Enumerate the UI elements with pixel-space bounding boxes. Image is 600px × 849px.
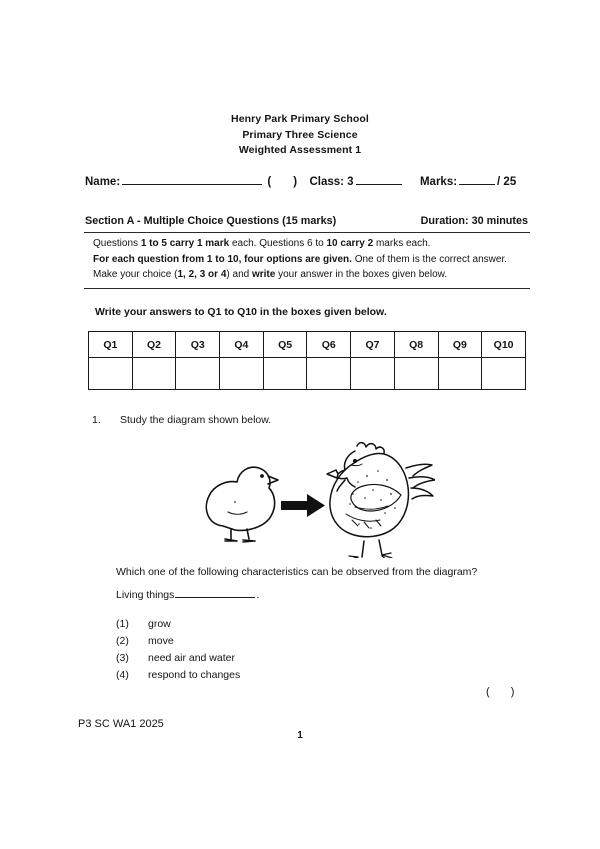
- marks-total: / 25: [497, 176, 517, 188]
- footer-page-number: 1: [297, 730, 303, 741]
- question-1-diagram: [195, 428, 435, 558]
- section-rule-top: [84, 232, 530, 233]
- instruction-line-1: Questions 1 to 5 carry 1 mark each. Questions 6 to 10 carry 2 marks each.: [93, 238, 431, 249]
- answer-entry-cell[interactable]: [132, 358, 176, 390]
- answer-table-caption: Write your answers to Q1 to Q10 in the boxes given below.: [95, 306, 387, 318]
- candidate-details-line: [85, 173, 535, 188]
- answer-entry-cell[interactable]: [351, 358, 395, 390]
- option-2[interactable]: [116, 633, 416, 650]
- section-title: Section A - Multiple Choice Questions (15 marks): [85, 215, 337, 227]
- question-1-number: 1.: [92, 414, 101, 426]
- option-1-text: grow: [148, 618, 171, 630]
- level-subject: Primary Three Science: [242, 128, 358, 141]
- answer-table: [88, 331, 526, 390]
- answer-header-cell: Q1: [89, 332, 133, 358]
- option-3[interactable]: [116, 650, 416, 667]
- answer-entry-cell[interactable]: [176, 358, 220, 390]
- question-1-prompt: Which one of the following characteristics can be observed from the diagram?: [116, 566, 478, 578]
- section-instructions: [93, 236, 523, 283]
- answer-table-header-row: [89, 332, 526, 358]
- answer-entry-cell[interactable]: [482, 358, 526, 390]
- section-heading-row: [85, 215, 528, 227]
- answer-header-cell: Q4: [220, 332, 264, 358]
- option-4-number: (4): [116, 669, 129, 681]
- option-1-number: (1): [116, 618, 129, 630]
- name-label: Name:: [85, 176, 121, 188]
- paper-title: Weighted Assessment 1: [238, 144, 362, 156]
- option-1[interactable]: [116, 616, 416, 633]
- option-3-number: (3): [116, 652, 129, 664]
- question-1-stem: Study the diagram shown below.: [120, 414, 272, 426]
- answer-entry-cell[interactable]: [307, 358, 351, 390]
- section-duration: Duration: 30 minutes: [420, 215, 528, 227]
- name-input-rule[interactable]: [122, 173, 262, 185]
- index-open-paren: (: [267, 176, 272, 188]
- question-1-subline-suffix: .: [256, 589, 260, 601]
- section-rule-bottom: [84, 288, 530, 289]
- answer-header-cell: Q3: [176, 332, 220, 358]
- question-1-options: [116, 616, 416, 684]
- answer-entry-cell[interactable]: [263, 358, 307, 390]
- answer-entry-cell[interactable]: [394, 358, 438, 390]
- document-header: [0, 112, 600, 159]
- answer-entry-cell[interactable]: [89, 358, 133, 390]
- answer-entry-cell[interactable]: [438, 358, 482, 390]
- option-4-text: respond to changes: [148, 669, 241, 681]
- question-1-subline-prefix: Living things: [116, 589, 175, 601]
- question-1-answer-bracket[interactable]: ( ): [486, 686, 524, 698]
- answer-table-entry-row: [89, 358, 526, 390]
- option-3-text: need air and water: [148, 652, 235, 664]
- class-label: Class: 3: [309, 176, 354, 188]
- answer-header-cell: Q7: [351, 332, 395, 358]
- hen-figure: [327, 443, 435, 558]
- answer-header-cell: Q9: [438, 332, 482, 358]
- class-input-rule[interactable]: [356, 173, 402, 185]
- school-name: Henry Park Primary School: [231, 113, 369, 125]
- marks-label: Marks:: [419, 176, 458, 188]
- answer-header-cell: Q5: [263, 332, 307, 358]
- option-2-number: (2): [116, 635, 129, 647]
- footer-paper-code: P3 SC WA1 2025: [78, 718, 164, 730]
- answer-header-cell: Q8: [394, 332, 438, 358]
- question-1-subline: [116, 586, 259, 601]
- index-close-paren: ): [293, 176, 298, 188]
- answer-entry-cell[interactable]: [220, 358, 264, 390]
- answer-header-cell: Q10: [482, 332, 526, 358]
- right-arrow-icon: [281, 494, 325, 517]
- answer-header-cell: Q6: [307, 332, 351, 358]
- option-4[interactable]: [116, 667, 416, 684]
- chick-figure: [206, 467, 278, 542]
- answer-header-cell: Q2: [132, 332, 176, 358]
- question-1-blank-rule[interactable]: [175, 586, 255, 598]
- marks-input-rule[interactable]: [459, 173, 495, 185]
- option-2-text: move: [148, 635, 174, 647]
- instruction-line-2: For each question from 1 to 10, four options are given. One of them is the correct answer. Make your choice (1, 2, 3 or 4) and write your answer in the boxes given below.: [93, 253, 508, 280]
